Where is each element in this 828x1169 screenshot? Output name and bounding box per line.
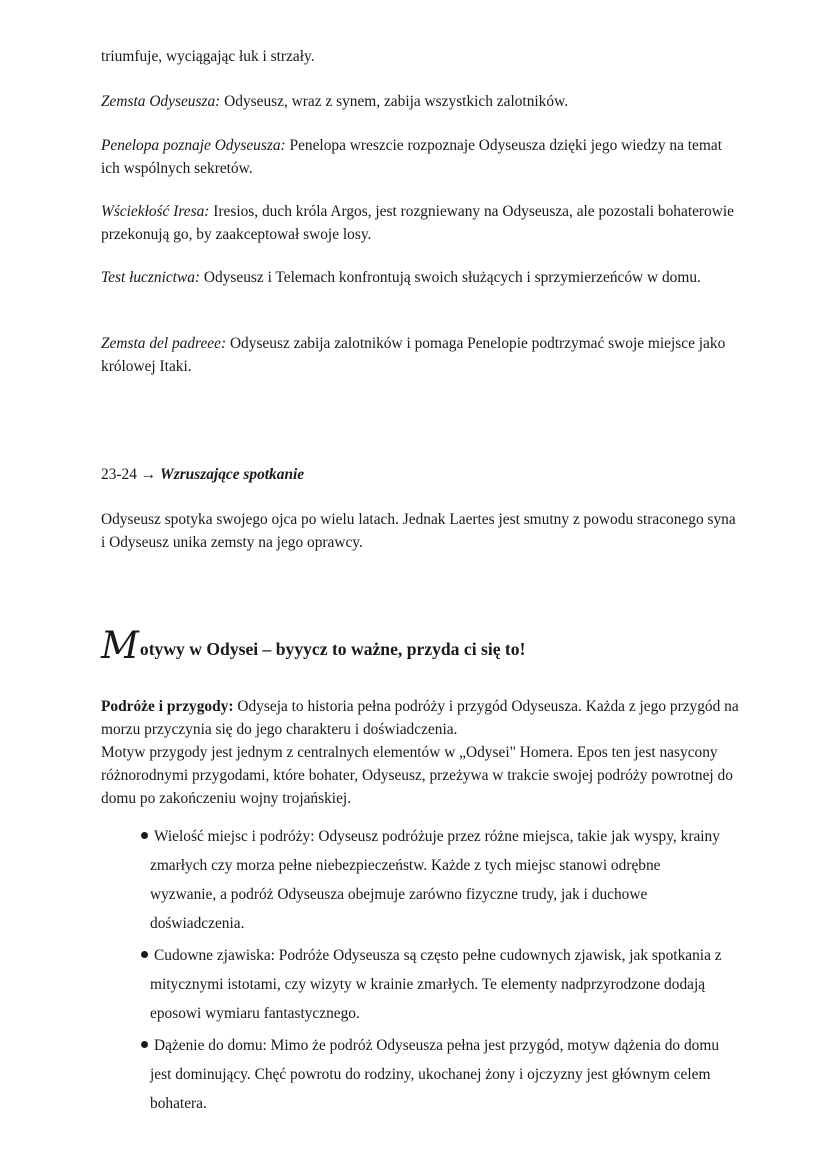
motif-paragraph	[101, 695, 741, 810]
paragraph-text: Odyseja to historia pełna podróży i przygód Odyseusza. Każda z jego przygód na morzu przyczynia się do jego charakteru i doświadczenia.	[101, 698, 739, 738]
list-item	[128, 822, 728, 938]
list-item	[128, 1031, 728, 1118]
paragraph-continuation	[101, 45, 741, 68]
list-item	[128, 941, 728, 1028]
paragraph-text-continued: Motyw przygody jest jednym z centralnych elementów w „Odysei" Homera. Epos ten jest nasycony różnorodnymi przygodami, które bohater, Odyseusz, przeżywa w trakcie swojej podróży powrotnej do domu po zakończeniu wojny trojańskiej.	[101, 744, 733, 807]
heading-text: otywy w Odysei – byyycz to ważne, przyda ci się to!	[139, 639, 526, 659]
section-heading	[101, 463, 741, 486]
list-item-text: Dążenie do domu: Mimo że podróż Odyseusza pełna jest przygód, motyw dążenia do domu jest dominujący. Chęć powrotu do rodziny, ukochanej żony i ojczyzny jest głównym celem bohatera.	[150, 1037, 720, 1112]
paragraph-lead: Penelopa poznaje Odyseusza:	[101, 137, 286, 154]
bullet-list	[128, 822, 728, 1121]
paragraph-lead: Podróże i przygody:	[101, 698, 234, 715]
paragraph-text: Odyseusz, wraz z synem, zabija wszystkich zalotników.	[220, 93, 569, 110]
paragraph-test-lucznictwa	[101, 266, 741, 289]
list-item-text: Cudowne zjawiska: Podróże Odyseusza są często pełne cudownych zjawisk, jak spotkania z mitycznymi istotami, czy wizyty w krainie zmarłych. Te elementy nadprzyrodzone dodają eposowi wymiaru fantastycznego.	[150, 947, 722, 1022]
section-title: Wzruszające spotkanie	[160, 466, 305, 483]
paragraph-text: Penelopa wreszcie rozpoznaje Odyseusza dzięki jego wiedzy na temat ich wspólnych sekretów.	[101, 137, 722, 177]
paragraph-wsciekosc-iresa	[101, 200, 741, 246]
section-paragraph	[101, 508, 741, 554]
paragraph-text: Odyseusz spotyka swojego ojca po wielu latach. Jednak Laertes jest smutny z powodu straconego syna i Odyseusz unika zemsty na jego oprawcy.	[101, 511, 736, 551]
page-heading	[101, 622, 761, 673]
paragraph-zemsta-del-padreee	[101, 332, 741, 378]
paragraph-penelopa	[101, 134, 741, 180]
section-number: 23-24 →	[101, 466, 157, 483]
paragraph-text: Odyseusz i Telemach konfrontują swoich służących i sprzymierzeńców w domu.	[200, 269, 701, 286]
list-item-text: Wielość miejsc i podróży: Odyseusz podróżuje przez różne miejsca, takie jak wyspy, krainy zmarłych czy morza pełne niebezpieczeństw. Każde z tych miejsc stanowi odrębne wyzwanie, a podróż Odyseusza obejmuje zarówno fizyczne trudy, jak i duchowe doświadczenia.	[150, 828, 720, 932]
paragraph-text: Iresios, duch króla Argos, jest rozgniewany na Odyseusza, ale pozostali bohaterowie przekonują go, by zaakceptował swoje losy.	[101, 203, 734, 243]
heading-dropcap: M	[101, 624, 139, 667]
paragraph-lead: Wściekłość Iresa:	[101, 203, 210, 220]
paragraph-text: triumfuje, wyciągając łuk i strzały.	[101, 48, 315, 65]
paragraph-lead: Zemsta Odyseusza:	[101, 93, 221, 110]
paragraph-lead: Zemsta del padreee:	[101, 335, 227, 352]
paragraph-text: Odyseusz zabija zalotników i pomaga Penelopie podtrzymać swoje miejsce jako królowej Itaki.	[101, 335, 726, 375]
paragraph-zemsta-odyseusza	[101, 90, 741, 113]
paragraph-lead: Test łucznictwa:	[101, 269, 201, 286]
